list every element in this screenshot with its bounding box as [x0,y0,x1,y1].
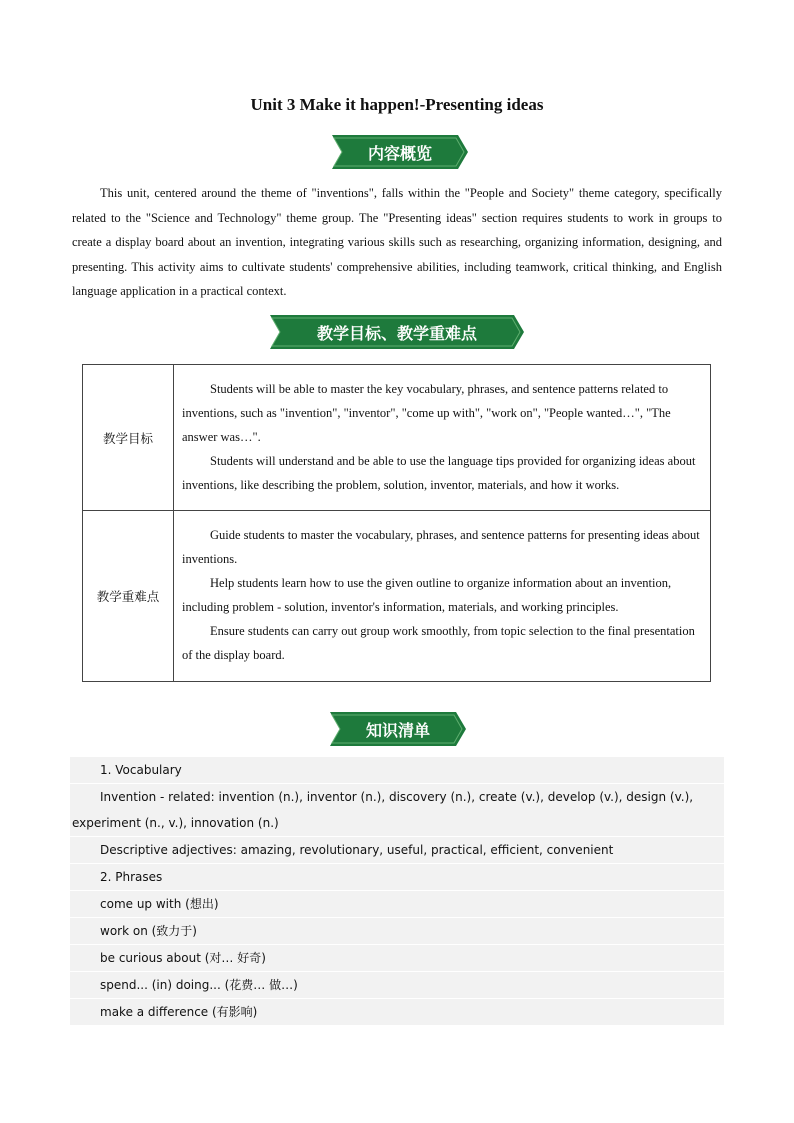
goals-label: 教学目标 [83,365,174,511]
difficulties-row [83,511,711,682]
phrases-heading: 2. Phrases [70,864,724,890]
goals-row [83,365,711,511]
vocabulary-heading: 1. Vocabulary [70,757,724,783]
phrase-item: work on (致力于) [70,918,724,944]
goal-item: Students will be able to master the key vocabulary, phrases, and sentence patterns related to inventions, such as "invention", "inventor", "come up with", "work on", "People wanted…", "The answer was…". [182,381,671,444]
phrase-item: make a difference (有影响) [70,999,724,1025]
phrase-item: be curious about (对… 好奇) [70,945,724,971]
knowledge-list [70,757,724,1026]
goals-banner [270,315,524,349]
page-title: Unit 3 Make it happen!-Presenting ideas [250,95,544,114]
goals-table [82,364,711,682]
goal-item: Students will understand and be able to use the language tips provided for organizing ideas about inventions, like describing the problem, solution, inventor, materials, and how it works. [182,453,696,492]
difficulties-content [174,511,711,682]
knowledge-banner [330,712,466,746]
phrase-item: come up with (想出) [70,891,724,917]
difficulty-item: Help students learn how to use the given outline to organize information about an invention, including problem - solution, inventor's information, materials, and working principles. [182,576,672,614]
list-item: Descriptive adjectives: amazing, revolutionary, useful, practical, efficient, convenient [70,837,724,863]
invention-words-continued: experiment (n., v.), innovation (n.) [72,816,279,830]
invention-words: Invention - related: invention (n.), inventor (n.), discovery (n.), create (v.), develop (v.), design (v.), [100,790,694,804]
difficulty-item: Ensure students can carry out group work smoothly, from topic selection to the final presentation of the display board. [182,624,695,662]
overview-banner [332,135,468,169]
phrase-item: spend... (in) doing... (花费… 做…) [70,972,724,998]
overview-banner-label: 内容概览 [367,143,432,163]
intro-text: This unit, centered around the theme of "inventions", falls within the "People and Society" theme category, specifically related to the "Science and Technology" theme group. The "Presenting ideas" section requires students to work in groups to create a display board about an invention, integrating various skills such as researching, organizing information, designing, and presenting. This activity aims to cultivate students' comprehensive abilities, including teamwork, critical thinking, and English language application in a practical context. [72,186,722,298]
difficulty-item: Guide students to master the vocabulary, phrases, and sentence patterns for presenting ideas about inventions. [182,528,700,566]
intro-paragraph [72,181,722,304]
knowledge-banner-label: 知识清单 [365,720,430,740]
difficulties-label: 教学重难点 [83,511,174,682]
goals-banner-label: 教学目标、教学重难点 [316,323,477,343]
list-item [70,784,724,836]
goals-content [174,365,711,511]
